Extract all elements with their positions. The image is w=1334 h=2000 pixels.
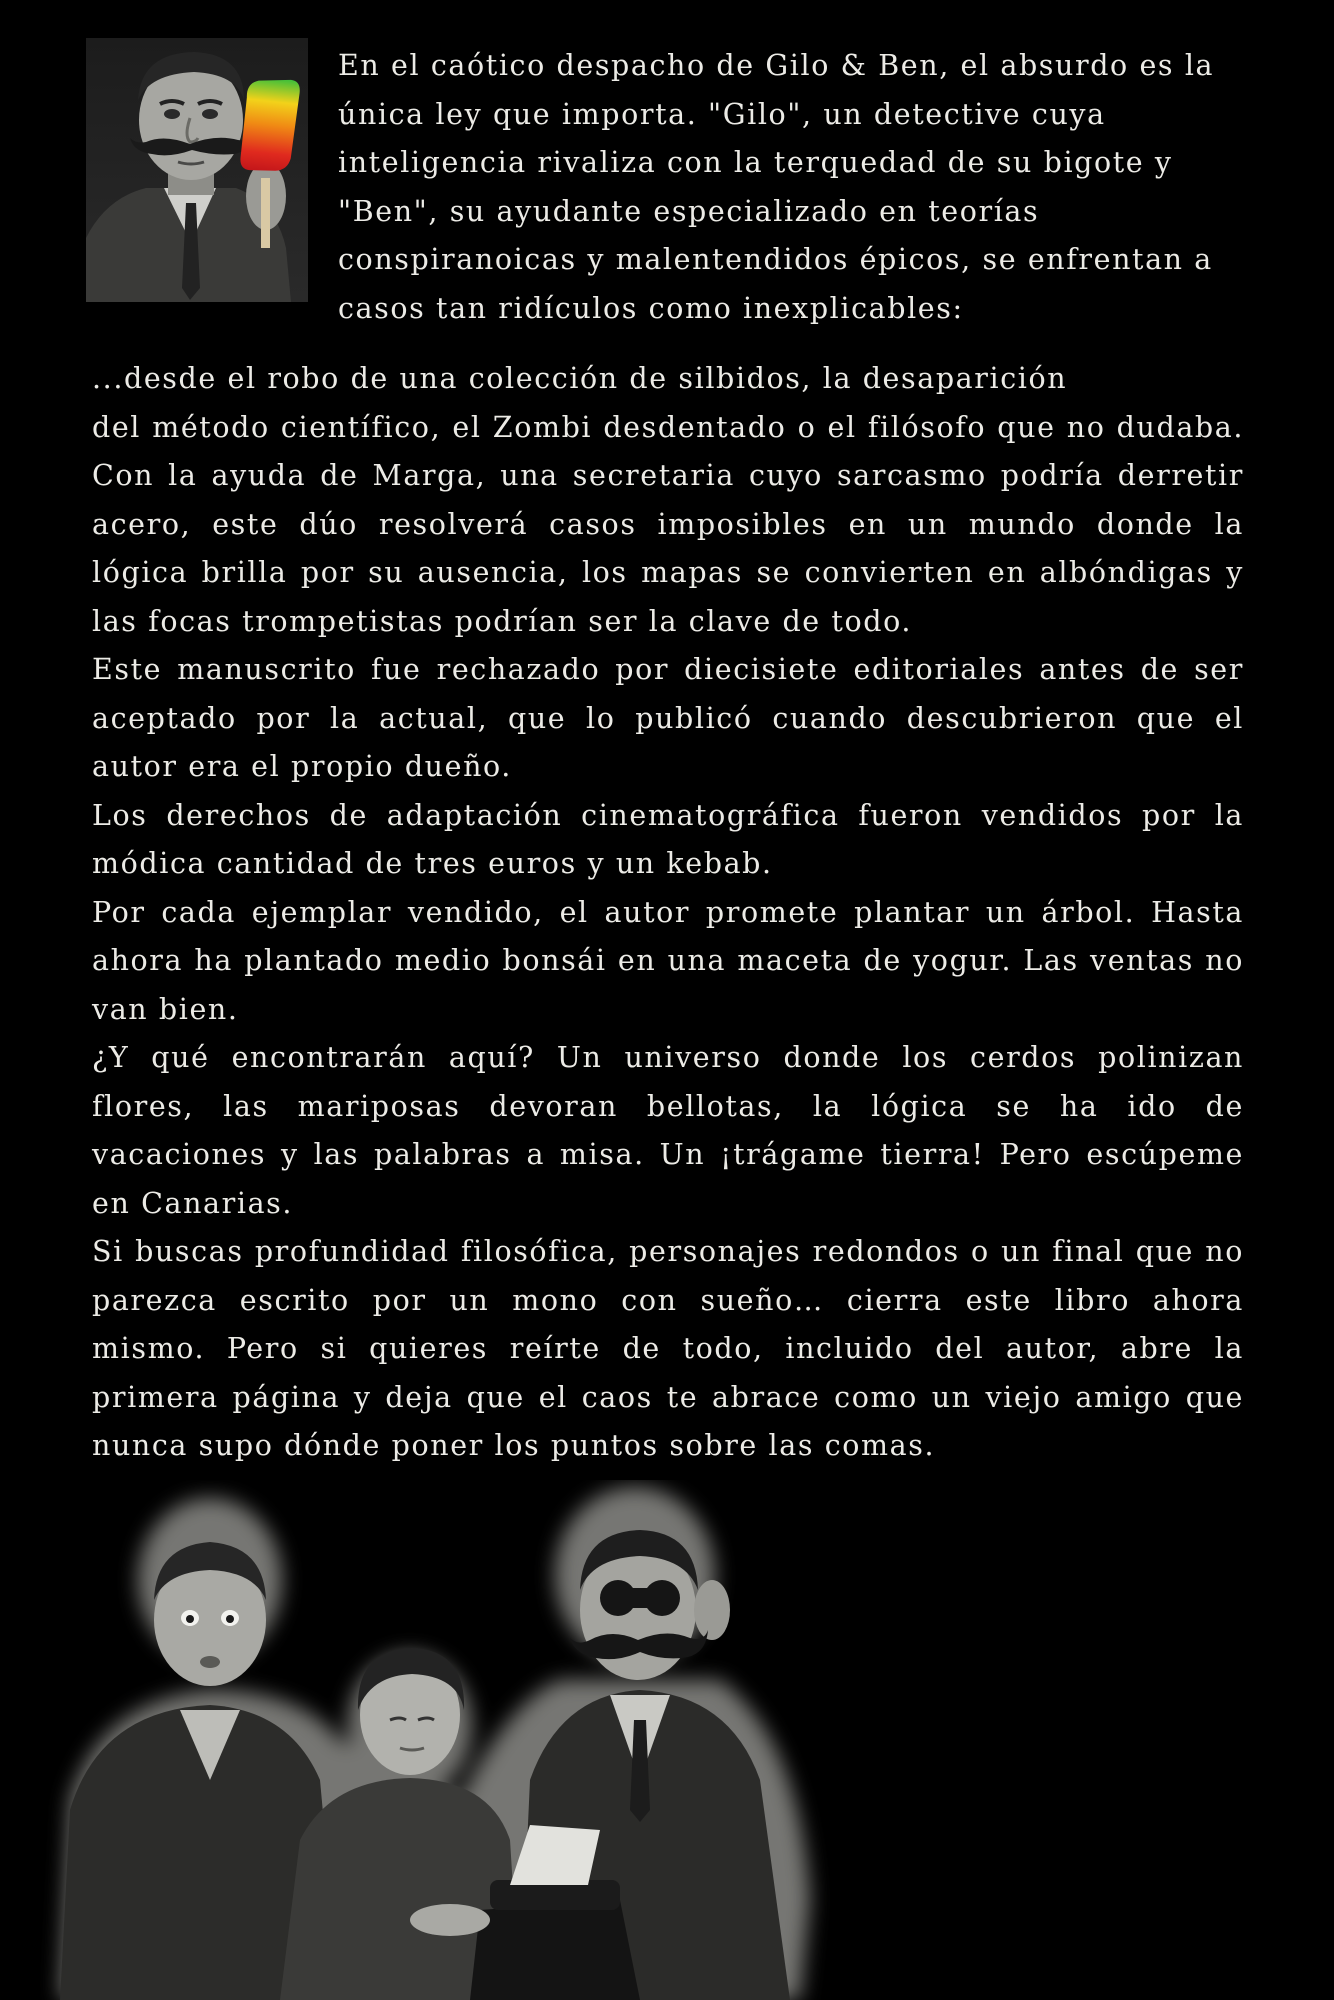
paragraph-6: Si buscas profundidad filosófica, personajes redondos o un final que no parezca escrito por un mono con sueño… cierra este libro ahora mismo. Pero si quieres reírte de todo, incluido del autor, abre la primera página y deja que el caos te abrace como un viejo amigo que nunca supo dónde poner los puntos sobre las comas. <box>92 1235 1244 1462</box>
characters-illustration <box>40 1480 830 2000</box>
paragraph-1-rest: del método científico, el Zombi desdentado o el filósofo que no dudaba. Con la ayuda de Marga, una secretaria cuyo sarcasmo podría derretir acero, este dúo resolverá casos imposibles en un mundo donde la lógica brilla por su ausencia, los mapas se convierten en albóndigas y las focas trompetistas podrían ser la clave de todo. <box>92 410 1244 638</box>
detective-portrait <box>86 38 308 302</box>
paragraph-2: Este manuscrito fue rechazado por diecisiete editoriales antes de ser aceptado por la actual, que lo publicó cuando descubrieron que el autor era el propio dueño. <box>92 653 1244 783</box>
paragraph-5: ¿Y qué encontrarán aquí? Un universo donde los cerdos polinizan flores, las mariposas devoran bellotas, la lógica se ha ido de vacaciones y las palabras a misa. Un ¡trágame tierra! Pero escúpeme en Canarias. <box>92 1041 1244 1220</box>
intro-paragraph: En el caótico despacho de Gilo & Ben, el absurdo es la única ley que importa. "Gilo", un detective cuya inteligencia rivaliza con la terquedad de su bigote y "Ben", su ayudante especializado en teorías conspiranoicas y malentendidos épicos, se enfrentan a casos tan ridículos como inexplicables: <box>338 49 1215 325</box>
synopsis-text <box>92 355 1244 1471</box>
paragraph-1 <box>92 355 1244 646</box>
paragraph-4: Por cada ejemplar vendido, el autor promete plantar un árbol. Hasta ahora ha plantado medio bonsái en una maceta de yogur. Las ventas no van bien. <box>92 895 1244 1026</box>
paragraph-3: Los derechos de adaptación cinematográfica fueron vendidos por la módica cantidad de tres euros y un kebab. <box>92 798 1244 880</box>
paragraph-1-first-line: ...desde el robo de una colección de silbidos, la desaparición <box>92 362 1068 395</box>
